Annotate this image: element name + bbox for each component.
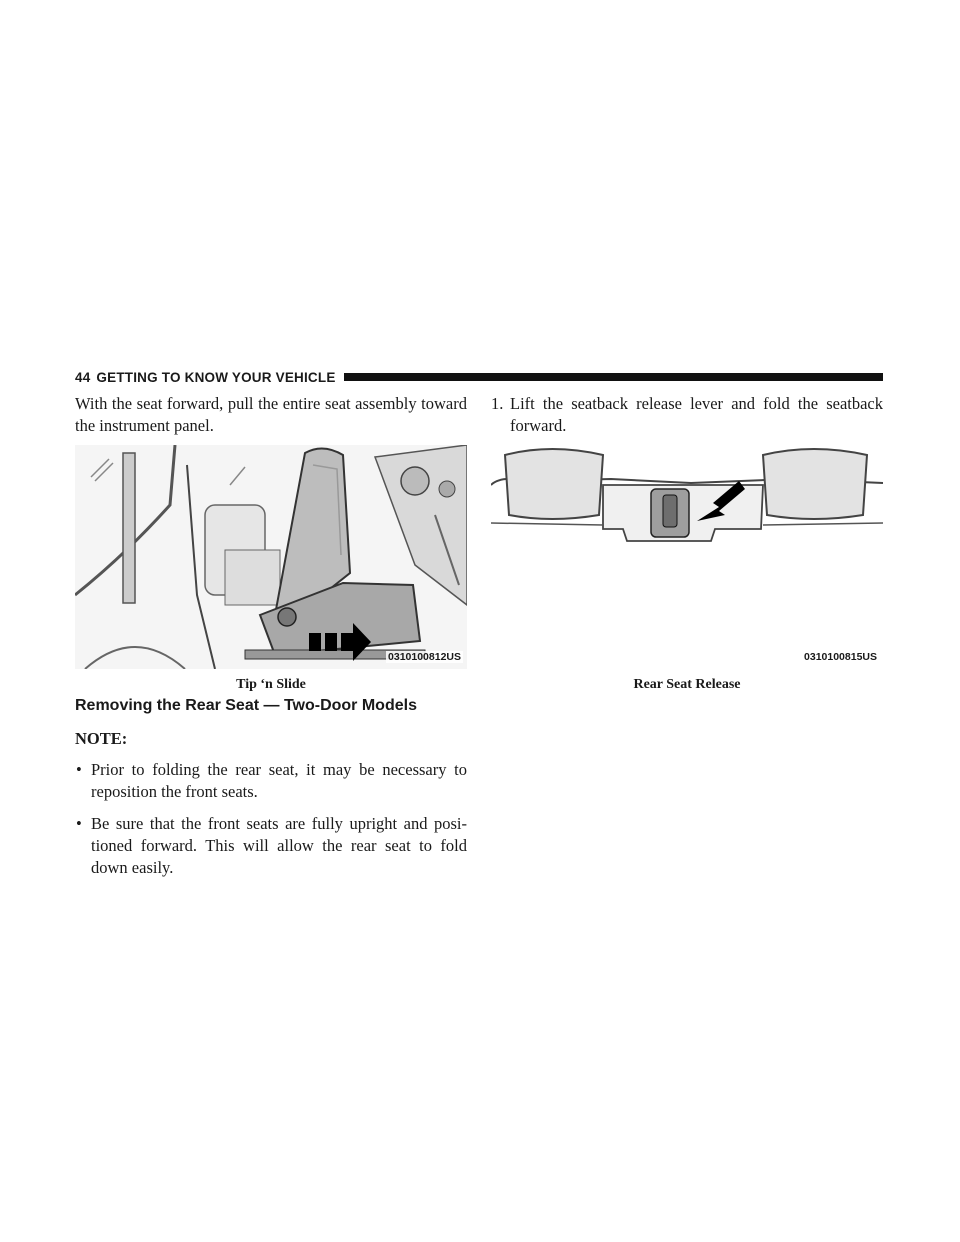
header-rule <box>344 373 883 381</box>
intro-paragraph: With the seat forward, pull the entire seat assembly toward the instrument panel. <box>75 394 467 435</box>
note-label: NOTE: <box>75 729 128 748</box>
list-item-text: Prior to folding the rear seat, it may be necessary to reposition the front seats. <box>91 760 467 801</box>
tip-n-slide-figure <box>75 445 467 669</box>
figure-code: 0310100815US <box>804 651 877 663</box>
rear-seat-release-illustration <box>491 445 883 669</box>
figure-caption: Rear Seat Release <box>633 677 741 692</box>
bullet-glyph: • <box>76 760 82 779</box>
list-item <box>75 759 467 803</box>
rear-seat-release-figure <box>491 445 883 669</box>
tip-n-slide-illustration <box>75 445 467 669</box>
page-number: 44 <box>75 369 91 385</box>
right-column <box>491 393 883 693</box>
bullet-glyph: • <box>76 814 82 833</box>
section-heading: Removing the Rear Seat — Two-Door Models <box>75 697 417 714</box>
section-title: GETTING TO KNOW YOUR VEHICLE <box>96 369 336 385</box>
step-number: 1. <box>491 394 504 413</box>
step-text: Lift the seatback release lever and fold the seatback forward. <box>510 394 883 435</box>
list-item-text: Be sure that the front seats are fully upright and posi- tioned forward. This will allow the rear seat to fold down easily. <box>91 814 467 877</box>
figure-code: 0310100812US <box>388 651 461 663</box>
figure-caption: Tip ‘n Slide <box>236 677 306 692</box>
note-bullet-list <box>75 759 467 879</box>
step-item <box>491 393 883 437</box>
left-column <box>75 393 467 889</box>
running-header <box>75 366 883 388</box>
list-item <box>75 813 467 879</box>
